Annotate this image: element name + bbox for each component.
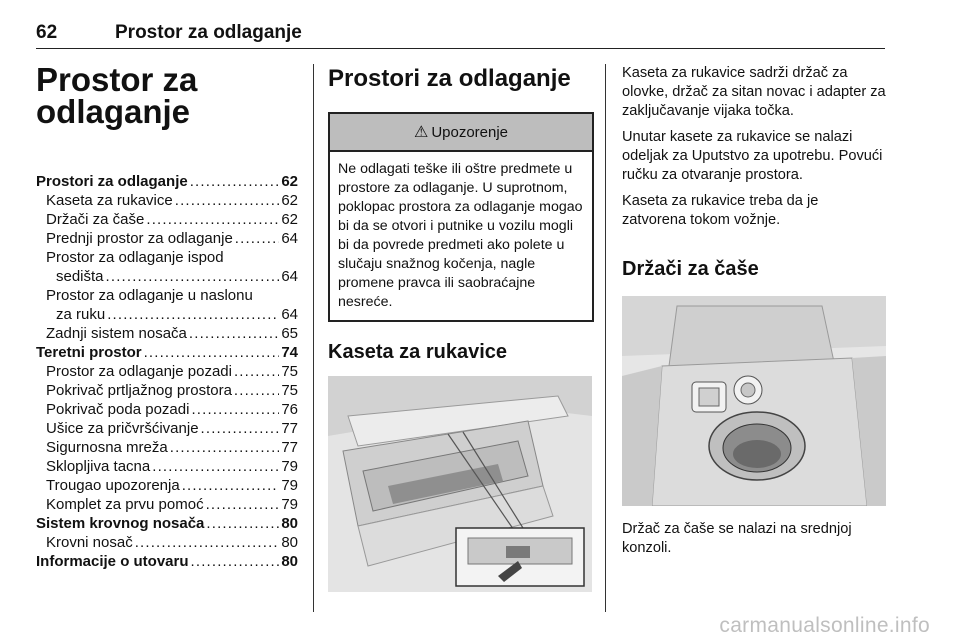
toc-entry[interactable] <box>36 457 298 476</box>
toc-entry-label: Komplet za prvu pomoć <box>46 496 204 513</box>
cupholders-heading: Držači za čaše <box>622 258 759 280</box>
table-of-contents <box>36 172 298 571</box>
toc-leader-dots <box>191 400 279 419</box>
toc-entry-page: 80 <box>281 515 298 532</box>
toc-entry-page: 79 <box>281 496 298 513</box>
toc-leader-dots <box>189 324 279 343</box>
toc-entry[interactable] <box>36 400 298 419</box>
toc-entry[interactable] <box>36 514 298 533</box>
toc-entry-label: Trougao upozorenja <box>46 477 180 494</box>
toc-entry[interactable] <box>36 267 298 286</box>
toc-entry-label: Prostori za odlaganje <box>36 173 188 190</box>
toc-entry-label: Prostor za odlaganje ispod <box>46 249 224 266</box>
toc-entry-page: 64 <box>281 306 298 323</box>
toc-entry[interactable] <box>36 343 298 362</box>
toc-entry-label: Sklopljiva tacna <box>46 458 151 475</box>
toc-entry-page: 74 <box>281 344 298 361</box>
toc-entry-page: 79 <box>281 458 298 475</box>
toc-entry-label: Ušice za pričvršćivanje <box>46 420 199 437</box>
toc-entry-page: 79 <box>281 477 298 494</box>
toc-leader-dots <box>170 438 280 457</box>
toc-entry-label: Teretni prostor <box>36 344 142 361</box>
toc-entry[interactable] <box>36 381 298 400</box>
warning-box <box>328 112 594 322</box>
toc-leader-dots <box>175 191 280 210</box>
toc-entry-label: Prostor za odlaganje u naslonu <box>46 287 253 304</box>
column-divider <box>605 64 606 612</box>
toc-entry-label: Prednji prostor za odlaganje <box>46 230 233 247</box>
toc-entry-page: 62 <box>281 192 298 209</box>
toc-entry-label: Krovni nosač <box>46 534 133 551</box>
toc-entry-page: 64 <box>281 268 298 285</box>
toc-entry-page: 64 <box>281 230 298 247</box>
toc-leader-dots <box>107 305 279 324</box>
cupholder-caption: Držač za čaše se nalazi na srednjoj konzoli. <box>622 521 852 556</box>
toc-entry[interactable] <box>36 286 298 305</box>
toc-entry-label: Pokrivač prtljažnog prostora <box>46 382 232 399</box>
page-number: 62 <box>36 22 58 43</box>
toc-leader-dots <box>190 172 280 191</box>
glovebox-paragraph: Kaseta za rukavice sadrži držač za olovke, držač za sitan novac i adapter za zaključavanje vijaka točka. <box>622 65 886 119</box>
toc-entry[interactable] <box>36 495 298 514</box>
toc-entry-page: 77 <box>281 439 298 456</box>
cupholder-illustration <box>622 296 886 506</box>
toc-leader-dots <box>206 495 280 514</box>
warning-triangle-icon: ⚠ <box>413 124 429 141</box>
toc-entry-label: Sigurnosna mreža <box>46 439 168 456</box>
toc-entry-page: 76 <box>281 401 298 418</box>
toc-leader-dots <box>206 514 279 533</box>
toc-entry-page: 65 <box>281 325 298 342</box>
toc-entry[interactable] <box>36 476 298 495</box>
toc-entry-page: 75 <box>281 382 298 399</box>
toc-entry-label: za ruku <box>56 306 106 323</box>
toc-entry-page: 62 <box>281 211 298 228</box>
toc-leader-dots <box>146 210 279 229</box>
toc-entry[interactable] <box>36 533 298 552</box>
contents-column <box>36 61 298 571</box>
toc-entry-label: sedišta <box>56 268 104 285</box>
glovebox-heading: Kaseta za rukavice <box>328 341 508 363</box>
toc-entry[interactable] <box>36 324 298 343</box>
toc-entry-page: 62 <box>281 173 298 190</box>
toc-entry-label: Držači za čaše <box>46 211 145 228</box>
toc-leader-dots <box>135 533 280 552</box>
glovebox-paragraph: Unutar kasete za rukavice se nalazi odeljak za Uputstvo za upotrebu. Povući ručku za otvaranje prostora. <box>622 129 883 183</box>
right-column <box>622 64 886 558</box>
toc-entry-label: Kaseta za rukavice <box>46 192 173 209</box>
toc-leader-dots <box>234 381 279 400</box>
toc-leader-dots <box>201 419 280 438</box>
toc-leader-dots <box>144 343 280 362</box>
toc-entry[interactable] <box>36 210 298 229</box>
warning-text: Ne odlagati teške ili oštre predmete u prostore za odlaganje. U suprotnom, poklopac prostora za odlaganje mogao bi da se otvori i putnike u vozilu mogli bi da povrede predmeti ako polete u slučaju snažnog kočenja, nagle promene pravca ili saobraćajne nesreće. <box>338 161 583 310</box>
toc-entry[interactable] <box>36 419 298 438</box>
toc-entry-page: 80 <box>281 553 298 570</box>
toc-entry[interactable] <box>36 552 298 571</box>
toc-entry-label: Prostor za odlaganje pozadi <box>46 363 232 380</box>
toc-entry-page: 80 <box>281 534 298 551</box>
running-title: Prostor za odlaganje <box>115 22 302 43</box>
glovebox-illustration <box>328 376 592 592</box>
middle-column <box>328 64 592 592</box>
toc-entry-page: 75 <box>281 363 298 380</box>
toc-entry[interactable] <box>36 172 298 191</box>
toc-entry[interactable] <box>36 438 298 457</box>
toc-leader-dots <box>191 552 280 571</box>
column-divider <box>313 64 314 612</box>
warning-header <box>330 114 592 152</box>
toc-entry[interactable] <box>36 191 298 210</box>
toc-leader-dots <box>235 229 280 248</box>
toc-entry-label: Pokrivač poda pozadi <box>46 401 190 418</box>
warning-heading: Upozorenje <box>431 123 509 141</box>
section-title: Prostori za odlaganje <box>328 65 571 92</box>
toc-leader-dots <box>234 362 279 381</box>
toc-entry[interactable] <box>36 248 298 267</box>
page-header <box>36 22 885 49</box>
glovebox-paragraph: Kaseta za rukavice treba da je zatvorena tokom vožnje. <box>622 193 819 228</box>
toc-entry-label: Zadnji sistem nosača <box>46 325 187 342</box>
watermark: carmanualsonline.info <box>719 614 930 637</box>
toc-entry[interactable] <box>36 362 298 381</box>
toc-entry[interactable] <box>36 305 298 324</box>
toc-entry[interactable] <box>36 229 298 248</box>
toc-entry-page: 77 <box>281 420 298 437</box>
toc-leader-dots <box>106 267 280 286</box>
toc-entry-label: Sistem krovnog nosača <box>36 515 205 532</box>
toc-leader-dots <box>182 476 280 495</box>
toc-leader-dots <box>152 457 279 476</box>
chapter-title: Prostor za odlaganje <box>36 61 198 130</box>
toc-entry-label: Informacije o utovaru <box>36 553 189 570</box>
